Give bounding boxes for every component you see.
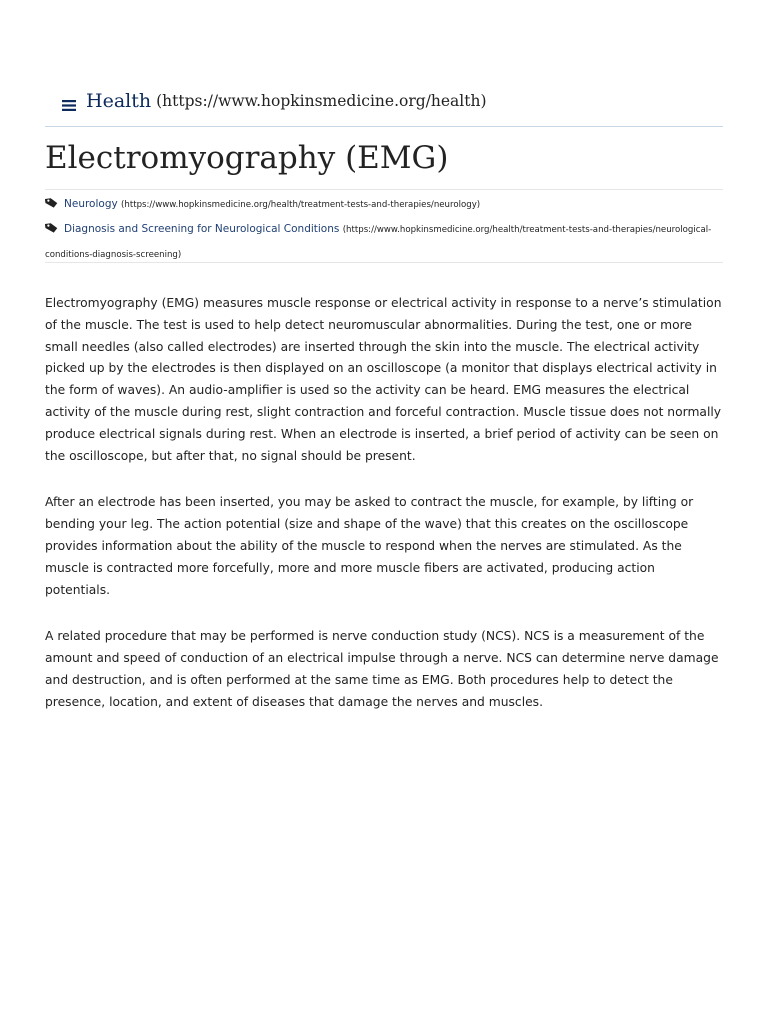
body-paragraph: After an electrode has been inserted, you may be asked to contract the muscle, for example, by lifting or bending your leg. The action potential (size and shape of the wave) that this creates on the oscilloscope provides information about the ability of the muscle to respond when the nerves are stimulated. As the muscle is contracted more forcefully, more and more muscle fibers are activated, producing action potentials.: [45, 495, 694, 597]
body-paragraph: Electromyography (EMG) measures muscle response or electrical activity in response to a nerve’s stimulation of the muscle. The test is used to help detect neuromuscular abnormalities. During the test, one or more small needles (also called electrodes) are inserted through the skin into the muscle. The electrical activity picked up by the electrodes is then displayed on an oscilloscope (a monitor that displays electrical activity in the form of waves). An audio-amplifier is used so the activity can be heard. EMG measures the electrical activity of the muscle during rest, slight contraction and forceful contraction. Muscle tissue does not normally produce electrical signals during rest. When an electrode is inserted, a brief period of activity can be seen on the oscilloscope, but after that, no signal should be present.: [45, 296, 722, 463]
body-paragraph: A related procedure that may be performed is nerve conduction study (NCS). NCS is a measurement of the amount and speed of conduction of an electrical impulse through a nerve. NCS can determine nerve damage and destruction, and is often performed at the same time as EMG. Both procedures help to detect the presence, location, and extent of diseases that damage the nerves and muscles.: [45, 629, 719, 709]
breadcrumb: [62, 88, 487, 114]
article-body: [45, 293, 723, 739]
page-title: Electromyography (EMG): [45, 140, 449, 176]
tag-link-neurology[interactable]: Neurology: [64, 198, 118, 210]
tag-item-diagnosis-screening: [45, 217, 723, 267]
tag-link-diagnosis-screening[interactable]: Diagnosis and Screening for Neurological Conditions: [64, 223, 340, 235]
tag-item-neurology: [45, 192, 723, 217]
tag-icon: [45, 193, 58, 204]
tag-icon: [45, 218, 58, 229]
tag-url-diagnosis-screening: (https://www.hopkinsmedicine.org/health/treatment-tests-and-therapies/neurological-conditions-diagnosis-screening): [45, 225, 712, 260]
tag-list: [45, 192, 723, 267]
tags-bottom-divider: [45, 262, 723, 263]
breadcrumb-link-health[interactable]: Health: [86, 90, 152, 112]
header-divider: [45, 126, 723, 127]
menu-icon[interactable]: [62, 96, 76, 107]
tag-url-neurology: (https://www.hopkinsmedicine.org/health/treatment-tests-and-therapies/neurology): [121, 200, 481, 210]
breadcrumb-url: (https://www.hopkinsmedicine.org/health): [156, 92, 487, 110]
tags-top-divider: [45, 189, 723, 190]
